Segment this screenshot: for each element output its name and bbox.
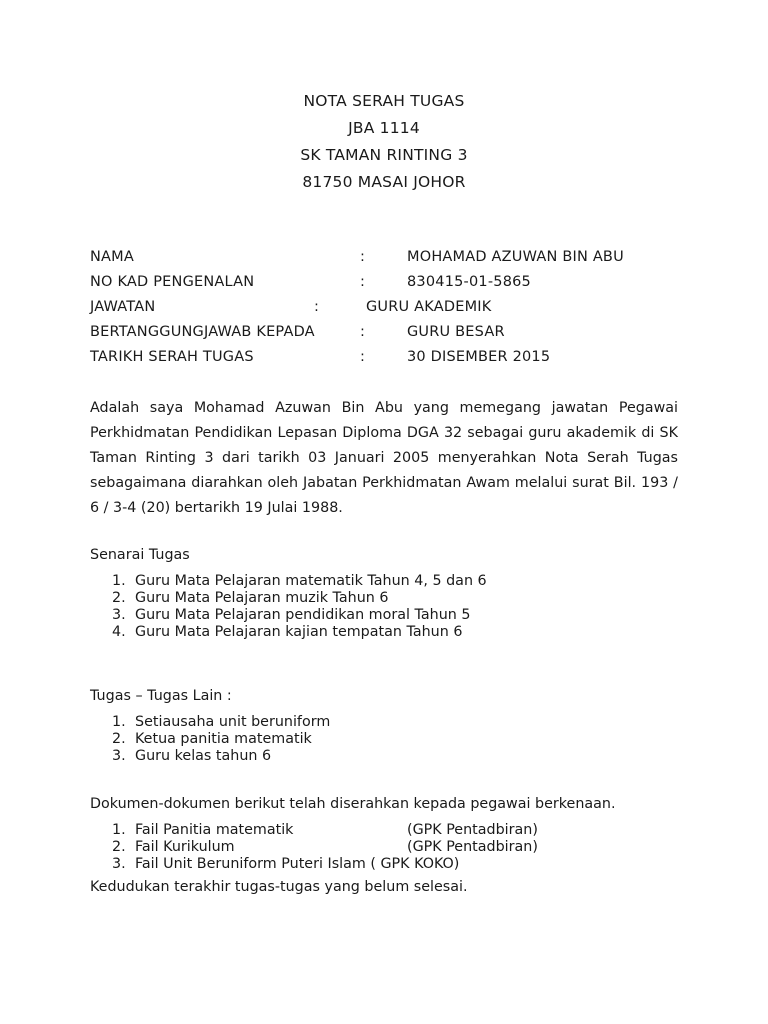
field-label: BERTANGGUNGJAWAB KEPADA bbox=[90, 324, 315, 340]
body-paragraph: Adalah saya Mohamad Azuwan Bin Abu yang memegang jawatan Pegawai Perkhidmatan Pendidikan Lepasan Diploma DGA 32 sebagai guru akademik di SK Taman Rinting 3 dari tarikh 03 Januari 2005 menyerahkan Nota Serah Tugas sebagaimana diarahkan oleh Jabatan Perkhidmatan Awam melalui surat Bil. 193 / 6 / 3-4 (20) bertarikh 19 Julai 1988. bbox=[90, 400, 678, 516]
document-code: JBA 1114 bbox=[348, 119, 420, 137]
field-nama bbox=[90, 249, 690, 271]
list-text: Guru Mata Pelajaran matematik Tahun 4, 5 dan 6 bbox=[135, 573, 487, 589]
field-label: NO KAD PENGENALAN bbox=[90, 274, 255, 290]
list-text: Ketua panitia matematik bbox=[135, 731, 312, 747]
field-tarikh bbox=[90, 349, 690, 371]
field-value: GURU AKADEMIK bbox=[366, 299, 492, 315]
list-number: 1. bbox=[112, 573, 126, 589]
school-name: SK TAMAN RINTING 3 bbox=[300, 146, 468, 164]
list-number: 3. bbox=[112, 748, 126, 764]
list-number: 3. bbox=[112, 856, 126, 872]
list-text: Guru kelas tahun 6 bbox=[135, 748, 272, 764]
closing-line: Kedudukan terakhir tugas-tugas yang belum selesai. bbox=[90, 879, 468, 895]
field-colon: : bbox=[360, 249, 366, 265]
document-title: NOTA SERAH TUGAS bbox=[303, 92, 465, 110]
field-jawatan bbox=[90, 299, 690, 321]
tugas-lain-heading: Tugas – Tugas Lain : bbox=[90, 688, 232, 704]
field-bertanggungjawab bbox=[90, 324, 690, 346]
list-number: 1. bbox=[112, 822, 126, 838]
list-number: 2. bbox=[112, 590, 126, 606]
list-text: Setiausaha unit beruniform bbox=[135, 714, 331, 730]
list-number: 4. bbox=[112, 624, 126, 640]
list-text: Fail Kurikulum bbox=[135, 839, 235, 855]
field-value: GURU BESAR bbox=[407, 324, 505, 340]
dokumen-heading: Dokumen-dokumen berikut telah diserahkan kepada pegawai berkenaan. bbox=[90, 796, 616, 812]
list-text: Fail Panitia matematik bbox=[135, 822, 294, 838]
field-no-kad bbox=[90, 274, 690, 296]
list-text: Fail Unit Beruniform Puteri Islam ( GPK KOKO) bbox=[135, 856, 460, 872]
list-number: 2. bbox=[112, 839, 126, 855]
school-address: 81750 MASAI JOHOR bbox=[302, 173, 466, 191]
list-text: Guru Mata Pelajaran kajian tempatan Tahun 6 bbox=[135, 624, 463, 640]
field-colon: : bbox=[314, 299, 320, 315]
list-number: 3. bbox=[112, 607, 126, 623]
list-note: (GPK Pentadbiran) bbox=[407, 822, 538, 838]
field-label: TARIKH SERAH TUGAS bbox=[90, 349, 254, 365]
senarai-tugas-heading: Senarai Tugas bbox=[90, 547, 190, 563]
field-label: JAWATAN bbox=[90, 299, 156, 315]
field-colon: : bbox=[360, 349, 366, 365]
list-number: 1. bbox=[112, 714, 126, 730]
list-text: Guru Mata Pelajaran pendidikan moral Tahun 5 bbox=[135, 607, 471, 623]
field-value: 30 DISEMBER 2015 bbox=[407, 349, 551, 365]
list-number: 2. bbox=[112, 731, 126, 747]
field-value: 830415-01-5865 bbox=[407, 274, 531, 290]
field-value: MOHAMAD AZUWAN BIN ABU bbox=[407, 249, 624, 265]
field-label: NAMA bbox=[90, 249, 134, 265]
list-note: (GPK Pentadbiran) bbox=[407, 839, 538, 855]
field-colon: : bbox=[360, 324, 366, 340]
list-text: Guru Mata Pelajaran muzik Tahun 6 bbox=[135, 590, 389, 606]
field-colon: : bbox=[360, 274, 366, 290]
